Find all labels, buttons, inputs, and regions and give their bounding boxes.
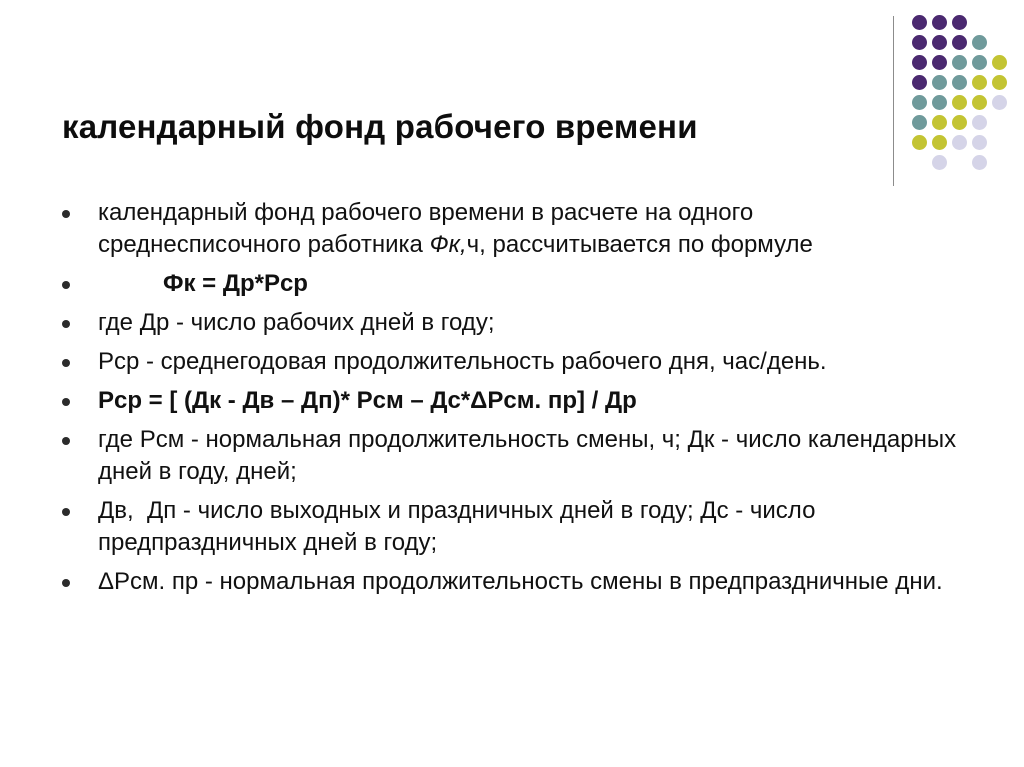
bullet-icon [62,210,70,218]
list-item [62,424,962,488]
dot-icon [952,35,967,50]
formula-text: Фк = Др*Рср [163,270,308,297]
dot-icon [952,115,967,130]
dot-icon [972,155,987,170]
dot-icon [952,15,967,30]
dot-icon [972,95,987,110]
dot-icon [972,55,987,70]
list-item [62,197,962,261]
bullet-icon [62,579,70,587]
list-item-text: ΔРсм. пр - нормальная продолжительность смены в предпраздничные дни. [98,568,943,595]
dot-icon [912,95,927,110]
dot-icon [932,135,947,150]
list-item [62,307,962,339]
dot-icon [932,15,947,30]
dot-icon [952,75,967,90]
dot-icon [932,155,947,170]
dot-icon [952,135,967,150]
list-item [62,566,962,598]
dot-icon [912,135,927,150]
dot-icon [912,55,927,70]
list-item-text: где Др - число рабочих дней в году; [98,309,495,336]
list-item-text-italic: Фк, [429,231,467,258]
bullet-icon [62,281,70,289]
dot-icon [972,115,987,130]
dot-icon [932,75,947,90]
dot-icon [912,35,927,50]
dot-icon [992,55,1007,70]
slide-title: календарный фонд рабочего времени [62,108,698,145]
bullet-icon [62,320,70,328]
dot-icon [932,115,947,130]
dot-icon [972,75,987,90]
list-item [62,268,962,300]
dot-icon [932,35,947,50]
list-item-text: Рср - среднегодовая продолжительность рабочего дня, час/день. [98,348,827,375]
bullet-icon [62,437,70,445]
divider-line [893,16,894,186]
dot-icon [912,75,927,90]
bullet-icon [62,398,70,406]
dot-icon [912,15,927,30]
list-item-text: календарный фонд рабочего времени в расчете на одного среднесписочного работника [98,199,754,258]
dot-icon [912,115,927,130]
dot-icon [952,55,967,70]
bullet-icon [62,508,70,516]
dot-icon [972,135,987,150]
list-item [62,346,962,378]
dot-icon [952,95,967,110]
dot-icon [932,55,947,70]
dot-icon [972,35,987,50]
dot-icon [932,95,947,110]
list-item [62,495,962,559]
dot-icon [992,95,1007,110]
bullet-icon [62,359,70,367]
bullet-list [62,197,962,605]
formula-text: Рср = [ (Дк - Дв – Дп)* Рсм – Дс*ΔРсм. пр] / Др [98,387,637,414]
list-item-text: где Рсм - нормальная продолжительность смены, ч; Дк - число календарных дней в году, дней; [98,426,957,485]
list-item [62,385,962,417]
list-item-text: Дв, Дп - число выходных и праздничных дней в году; Дс - число предпраздничных дней в году; [98,497,823,556]
dot-icon [992,75,1007,90]
list-item-text: ч, рассчитывается по формуле [466,231,813,258]
